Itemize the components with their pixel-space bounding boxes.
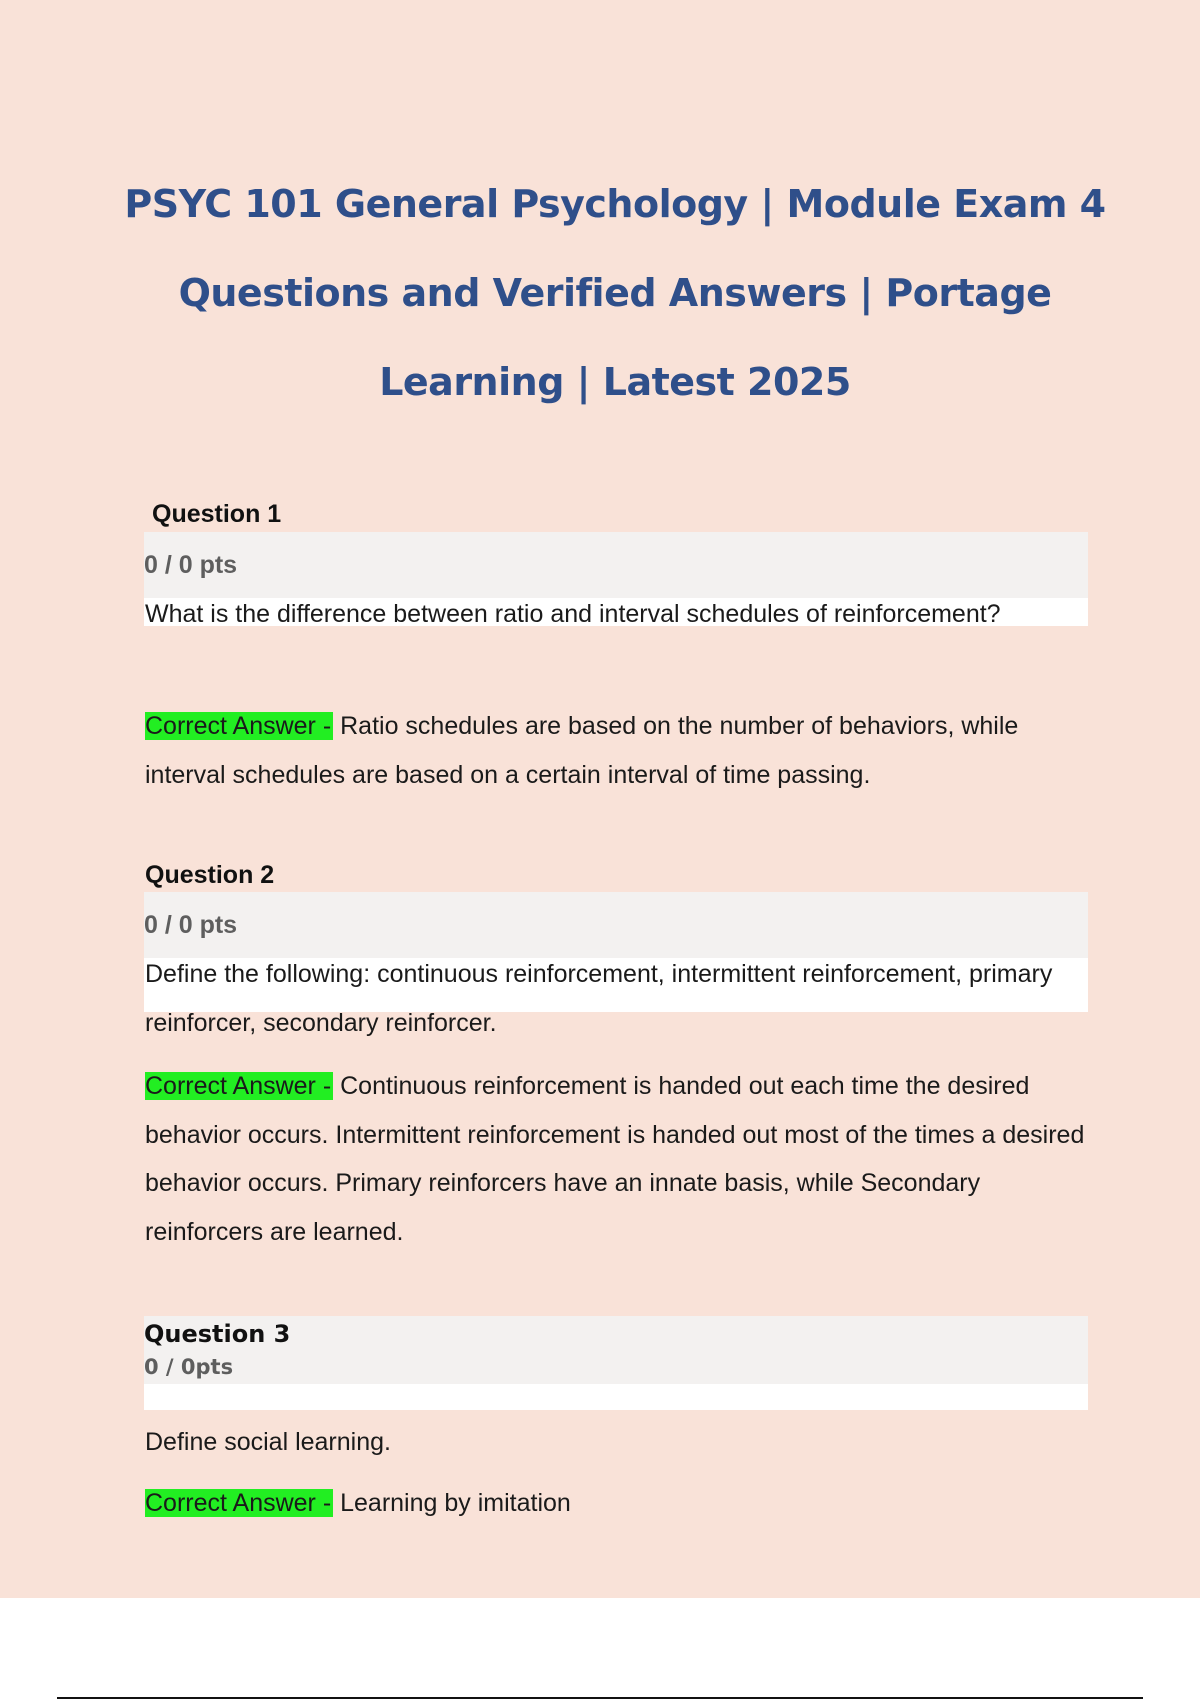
correct-answer-label: Correct Answer -	[145, 1072, 332, 1100]
title-line-3: Learning | Latest 2025	[379, 360, 851, 404]
document-title	[100, 160, 1130, 427]
answer-paragraph	[145, 1479, 1085, 1528]
answer-text: Learning by imitation	[333, 1489, 571, 1517]
answer-paragraph	[145, 702, 1085, 799]
title-line-2: Questions and Verified Answers | Portage	[178, 271, 1052, 315]
question-band	[144, 1384, 1088, 1410]
question-text: Define the following: continuous reinforcement, intermittent reinforcement, primary reinforcer, secondary reinforcer.	[145, 960, 1053, 1037]
points-value: 0 / 0 pts	[144, 911, 238, 939]
question-text: Define social learning.	[145, 1428, 391, 1456]
question-heading: Question 2	[145, 861, 275, 889]
answer-text: Continuous reinforcement is handed out each time the desired behavior occurs. Intermittent reinforcement is handed out most of the times a desired behavior occurs. Primary reinforcers have an innate basis, while Secondary reinforcers are learned.	[145, 1072, 1085, 1246]
question-heading: Question 3	[144, 1320, 291, 1348]
question-text: What is the difference between ratio and interval schedules of reinforcement?	[145, 600, 1001, 628]
correct-answer-label: Correct Answer -	[145, 712, 332, 740]
points-value: 0 / 0pts	[144, 1355, 234, 1379]
points-band	[144, 892, 1088, 958]
answer-text: Ratio schedules are based on the number of behaviors, while interval schedules are based on a certain interval of time passing.	[145, 712, 1019, 789]
title-line-1: PSYC 101 General Psychology | Module Exam 4	[124, 182, 1106, 226]
question-heading: Question 1	[152, 500, 282, 528]
points-band	[144, 532, 1088, 598]
correct-answer-label: Correct Answer -	[145, 1489, 332, 1517]
answer-paragraph	[145, 1062, 1085, 1256]
footer-divider	[57, 1697, 1143, 1699]
points-value: 0 / 0 pts	[144, 551, 238, 579]
